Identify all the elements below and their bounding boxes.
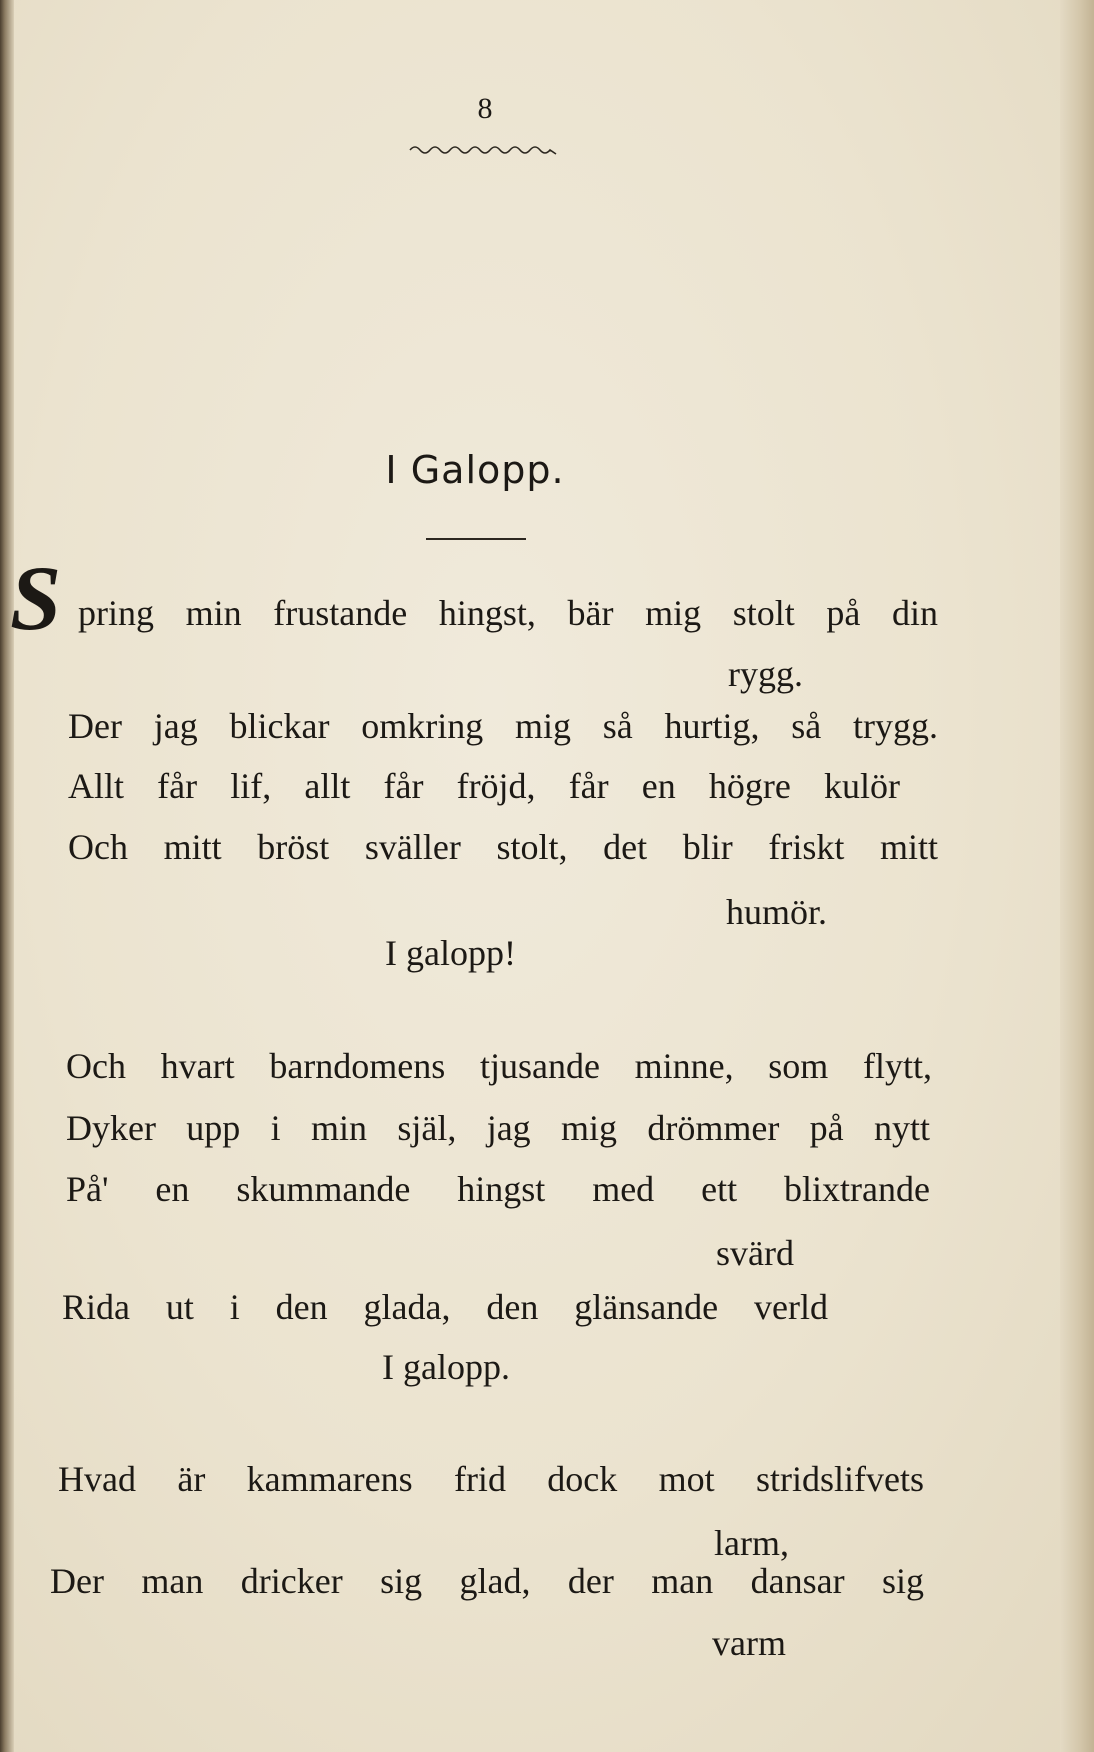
poem-line: Rida ut i den glada, den glänsande verld — [62, 1287, 828, 1327]
drop-cap: S — [10, 547, 62, 649]
poem-refrain: I galopp. — [382, 1347, 510, 1387]
page-left-binding-edge — [0, 0, 14, 1752]
poem-line: Der jag blickar omkring mig så hurtig, så trygg. — [68, 706, 938, 746]
title-divider — [426, 538, 526, 540]
poem-line: Hvad är kammarens frid dock mot stridslifvets — [58, 1459, 924, 1499]
poem-refrain: I galopp! — [385, 933, 516, 973]
page-number: 8 — [477, 92, 493, 125]
poem-title: I Galopp. — [385, 448, 565, 492]
poem-line: Dyker upp i min själ, jag mig drömmer på nytt — [66, 1108, 930, 1148]
poem-line-continuation: svärd — [716, 1233, 794, 1273]
poem-line-continuation: rygg. — [728, 654, 803, 694]
poem-line: Och mitt bröst sväller stolt, det blir friskt mitt — [68, 827, 938, 867]
poem-line: Der man dricker sig glad, der man dansar sig — [50, 1561, 924, 1601]
poem-line-continuation: larm, — [714, 1523, 789, 1563]
poem-line: På' en skummande hingst med ett blixtrande — [66, 1169, 930, 1209]
poem-line-continuation: humör. — [726, 892, 828, 932]
poem-line-continuation: varm — [712, 1623, 786, 1663]
poem-line: pring min frustande hingst, bär mig stolt på din — [78, 593, 938, 633]
poem-line: Och hvart barndomens tjusande minne, som flytt, — [66, 1046, 932, 1086]
page-right-edge — [1060, 0, 1094, 1752]
poem-line: Allt får lif, allt får fröjd, får en högre kulör — [68, 766, 900, 806]
wavy-ornament-icon — [408, 142, 558, 156]
